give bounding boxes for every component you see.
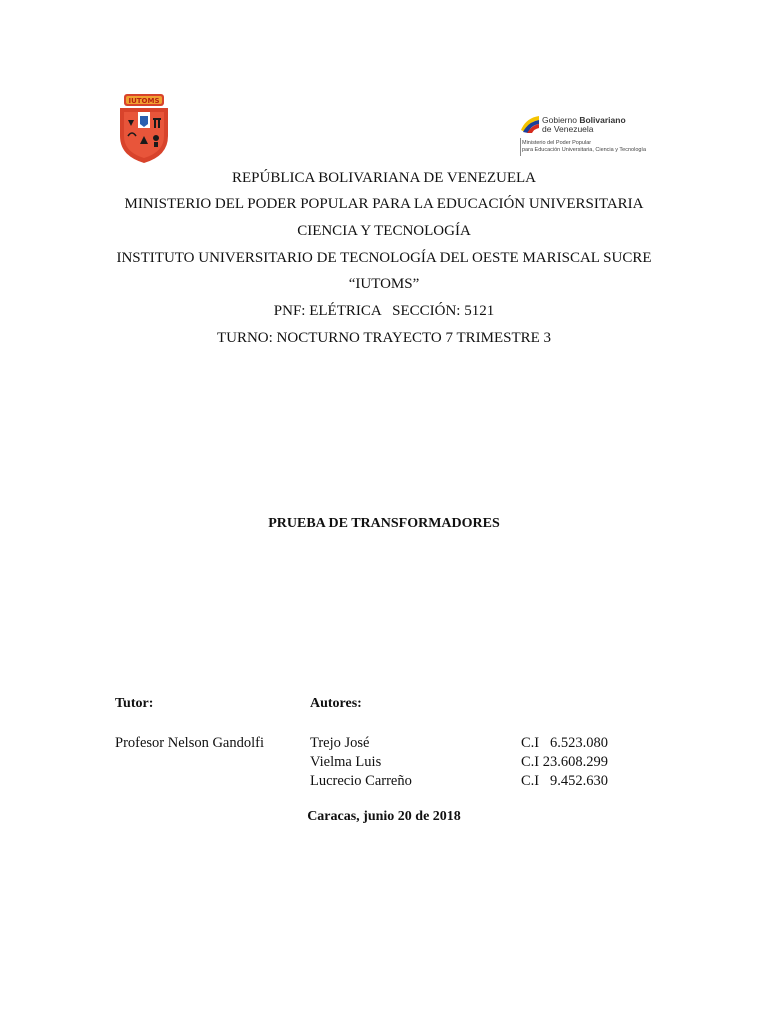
ministerio-area-text: para Educación Universitaria, Ciencia y Tecnología [522,147,647,153]
header-pnf-seccion: PNF: ELÉTRICA SECCIÓN: 5121 [273,303,495,319]
tutor-name: Profesor Nelson Gandolfi [115,735,265,751]
author-name: Trejo José [310,735,370,751]
bolivariano-text: Bolivariano [579,115,626,125]
header-iutoms: “IUTOMS” [348,276,420,292]
header-ministerio: MINISTERIO DEL PODER POPULAR PARA LA EDUCACIÓN UNIVERSITARIA [124,196,644,212]
place-date: Caracas, junio 20 de 2018 [307,809,461,824]
author-ci: C.I 23.608.299 [521,754,608,770]
author-name: Lucrecio Carreño [310,773,412,789]
iutoms-shield-icon [116,94,172,164]
tutor-label: Tutor: [115,696,154,711]
de-venezuela-text: de Venezuela [542,124,594,134]
logo-divider [520,138,521,156]
gobierno-bolivariano-logo [520,114,668,160]
iutoms-logo-text: IUTOMS [128,97,160,105]
iutoms-logo [116,94,172,164]
header-turno: TURNO: NOCTURNO TRAYECTO 7 TRIMESTRE 3 [216,330,552,346]
header-ciencia: CIENCIA Y TECNOLOGÍA [297,223,471,239]
authors-label: Autores: [310,696,362,711]
header-instituto: INSTITUTO UNIVERSITARIO DE TECNOLOGÍA DEL OESTE MARISCAL SUCRE [116,250,652,266]
author-ci: C.I 9.452.630 [521,773,608,789]
venezuela-flag-icon [520,114,540,134]
ministerio-text: Ministerio del Poder Popular [522,140,592,146]
gobierno-text: Gobierno [542,115,580,125]
document-title: PRUEBA DE TRANSFORMADORES [268,516,500,531]
author-ci: C.I 6.523.080 [521,735,608,751]
header-republica: REPÚBLICA BOLIVARIANA DE VENEZUELA [231,170,537,186]
author-name: Vielma Luis [310,754,382,770]
